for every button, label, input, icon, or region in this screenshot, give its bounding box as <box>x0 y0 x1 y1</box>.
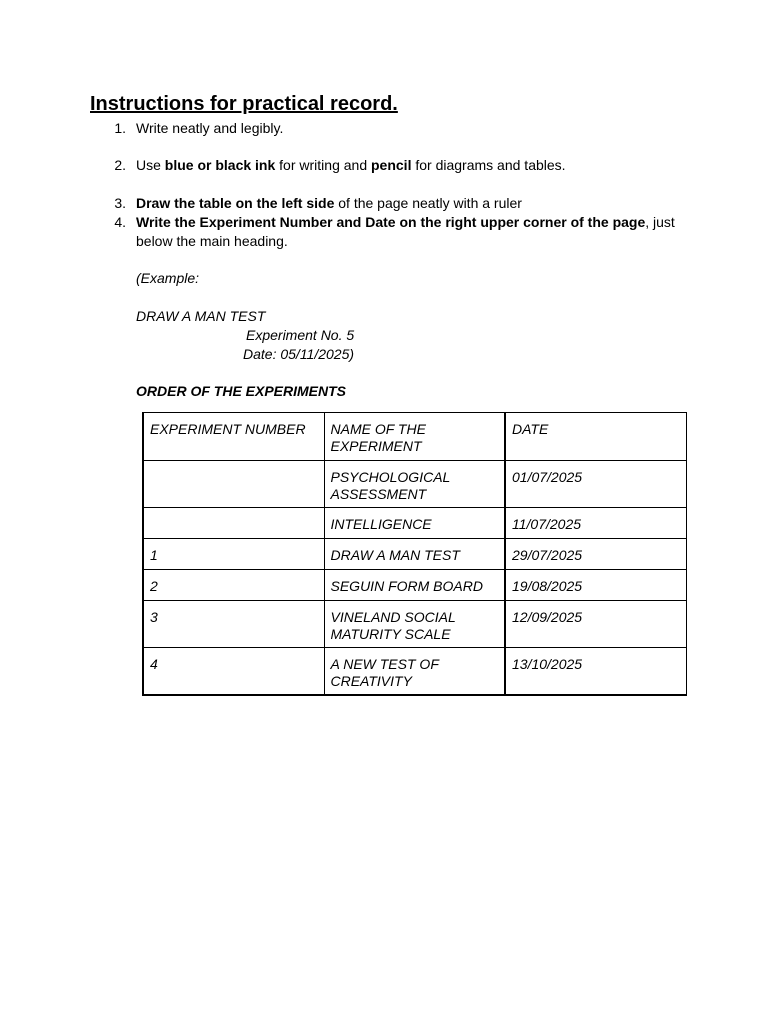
table-cell-number: 4 <box>143 648 324 696</box>
table-header-cell: NAME OF THE EXPERIMENT <box>324 413 505 461</box>
table-cell-number: 2 <box>143 570 324 601</box>
example-date: Date: 05/11/2025) <box>243 346 355 362</box>
instruction-text <box>136 194 696 213</box>
example-heading: DRAW A MAN TEST <box>136 308 266 324</box>
example-experiment-number: Experiment No. 5 <box>246 327 355 343</box>
table-cell-name: A NEW TEST OF CREATIVITY <box>324 648 505 696</box>
table-cell-number: 3 <box>143 601 324 648</box>
instruction-number: 2. <box>114 157 126 173</box>
table-row <box>143 570 686 601</box>
table-cell-date: 13/10/2025 <box>505 648 686 696</box>
table-header-row <box>143 413 686 461</box>
instruction-text-segment: of the page neatly with a ruler <box>334 195 522 211</box>
instruction-text <box>136 213 696 251</box>
table-cell-name: VINELAND SOCIAL MATURITY SCALE <box>324 601 505 648</box>
table-row <box>143 601 686 648</box>
table-cell-date: 01/07/2025 <box>505 461 686 508</box>
instruction-text-segment: Write neatly and legibly. <box>136 120 284 136</box>
table-cell-name: INTELLIGENCE <box>324 508 505 539</box>
experiments-table <box>142 412 687 696</box>
instruction-number: 4. <box>114 214 126 230</box>
instruction-number: 1. <box>114 120 126 136</box>
table-cell-date: 19/08/2025 <box>505 570 686 601</box>
instruction-text-segment: , just below the main heading. <box>136 214 675 249</box>
instruction-text-segment: Use <box>136 157 165 173</box>
table-cell-number <box>143 461 324 508</box>
table-row <box>143 648 686 696</box>
table-cell-date: 29/07/2025 <box>505 539 686 570</box>
order-heading: ORDER OF THE EXPERIMENTS <box>136 383 347 399</box>
instruction-text-bold: pencil <box>371 157 412 173</box>
table-cell-date: 12/09/2025 <box>505 601 686 648</box>
instruction-text-segment: for writing and <box>275 157 371 173</box>
table-row <box>143 539 686 570</box>
table-row <box>143 461 686 508</box>
table-cell-date: 11/07/2025 <box>505 508 686 539</box>
table-header-cell: DATE <box>505 413 686 461</box>
instruction-number: 3. <box>114 195 126 211</box>
table-header-cell: EXPERIMENT NUMBER <box>143 413 324 461</box>
instruction-text-segment: for diagrams and tables. <box>411 157 566 173</box>
table-cell-name: PSYCHOLOGICAL ASSESSMENT <box>324 461 505 508</box>
table-cell-number <box>143 508 324 539</box>
instruction-text-bold: Write the Experiment Number and Date on the right upper corner of the page <box>136 214 646 230</box>
table-cell-number: 1 <box>143 539 324 570</box>
table-cell-name: DRAW A MAN TEST <box>324 539 505 570</box>
example-open: (Example: <box>136 270 200 286</box>
instruction-text <box>136 119 696 138</box>
table-cell-name: SEGUIN FORM BOARD <box>324 570 505 601</box>
page-title: Instructions for practical record. <box>90 93 398 115</box>
instruction-text <box>136 156 696 175</box>
table-row <box>143 508 686 539</box>
instruction-text-bold: Draw the table on the left side <box>136 195 335 211</box>
instruction-text-bold: blue or black ink <box>164 157 276 173</box>
